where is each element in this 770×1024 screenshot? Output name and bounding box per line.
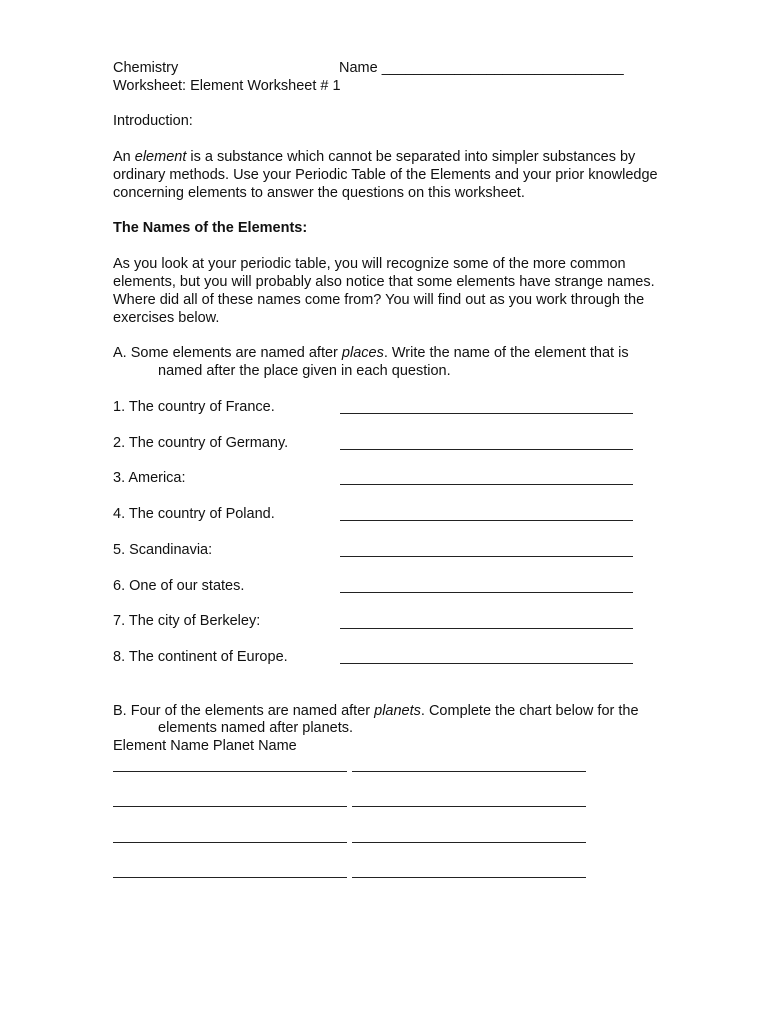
answer-line-2[interactable] bbox=[340, 449, 633, 450]
names-line: elements, but you will probably also notice that some elements have strange names. bbox=[113, 274, 655, 290]
intro-line-1-rest: is a substance which cannot be separated into simpler substances by bbox=[186, 149, 636, 165]
element-name-blank[interactable] bbox=[113, 806, 347, 807]
introduction-heading: Introduction: bbox=[113, 113, 193, 129]
question-1: 1. The country of France. bbox=[113, 399, 275, 415]
section-b-suffix: . Complete the chart below for the bbox=[420, 703, 639, 719]
question-7: 7. The city of Berkeley: bbox=[113, 613, 261, 629]
planet-name-blank[interactable] bbox=[352, 877, 586, 878]
answer-line-8[interactable] bbox=[340, 663, 633, 664]
intro-line-1 bbox=[113, 148, 635, 166]
intro-line-2: ordinary methods. Use your Periodic Table of the Elements and your prior knowledge bbox=[113, 167, 658, 183]
names-line: exercises below. bbox=[113, 310, 220, 326]
element-name-blank[interactable] bbox=[113, 877, 347, 878]
intro-italic-term: element bbox=[134, 149, 187, 165]
question-4: 4. The country of Poland. bbox=[113, 506, 275, 522]
element-name-blank[interactable] bbox=[113, 771, 347, 772]
question-3: 3. America: bbox=[113, 470, 186, 486]
section-b-italic: planets bbox=[374, 703, 421, 719]
answer-line-6[interactable] bbox=[340, 592, 633, 593]
name-field[interactable] bbox=[339, 59, 624, 77]
section-a-line-2: named after the place given in each question. bbox=[158, 363, 451, 379]
planet-name-blank[interactable] bbox=[352, 842, 586, 843]
answer-line-5[interactable] bbox=[340, 556, 633, 557]
answer-line-1[interactable] bbox=[340, 413, 633, 414]
question-6: 6. One of our states. bbox=[113, 578, 245, 594]
question-2: 2. The country of Germany. bbox=[113, 435, 289, 451]
section-b-instruction bbox=[113, 702, 639, 720]
name-blank: ______________________________ bbox=[381, 60, 624, 76]
element-name-blank[interactable] bbox=[113, 842, 347, 843]
planet-chart-header: Element Name Planet Name bbox=[113, 738, 297, 754]
question-8: 8. The continent of Europe. bbox=[113, 649, 288, 665]
section-a-prefix: A. Some elements are named after bbox=[113, 345, 342, 361]
section-a-italic: places bbox=[341, 345, 384, 361]
name-label: Name bbox=[339, 60, 382, 76]
intro-line-3: concerning elements to answer the questions on this worksheet. bbox=[113, 185, 525, 201]
names-line: Where did all of these names come from? You will find out as you work through the bbox=[113, 292, 645, 308]
subject-label: Chemistry bbox=[113, 60, 179, 76]
answer-line-4[interactable] bbox=[340, 520, 633, 521]
answer-line-3[interactable] bbox=[340, 484, 633, 485]
names-line: As you look at your periodic table, you will recognize some of the more common bbox=[113, 256, 626, 272]
section-b-prefix: B. Four of the elements are named after bbox=[113, 703, 375, 719]
section-b-line-2: elements named after planets. bbox=[158, 720, 354, 736]
answer-line-7[interactable] bbox=[340, 628, 633, 629]
section-a-suffix: . Write the name of the element that is bbox=[383, 345, 629, 361]
worksheet-title: Worksheet: Element Worksheet # 1 bbox=[113, 78, 341, 94]
planet-name-blank[interactable] bbox=[352, 771, 586, 772]
names-heading: The Names of the Elements: bbox=[113, 220, 308, 236]
question-5: 5. Scandinavia: bbox=[113, 542, 213, 558]
section-a-instruction bbox=[113, 344, 629, 362]
planet-name-blank[interactable] bbox=[352, 806, 586, 807]
intro-prefix: An bbox=[113, 149, 135, 165]
